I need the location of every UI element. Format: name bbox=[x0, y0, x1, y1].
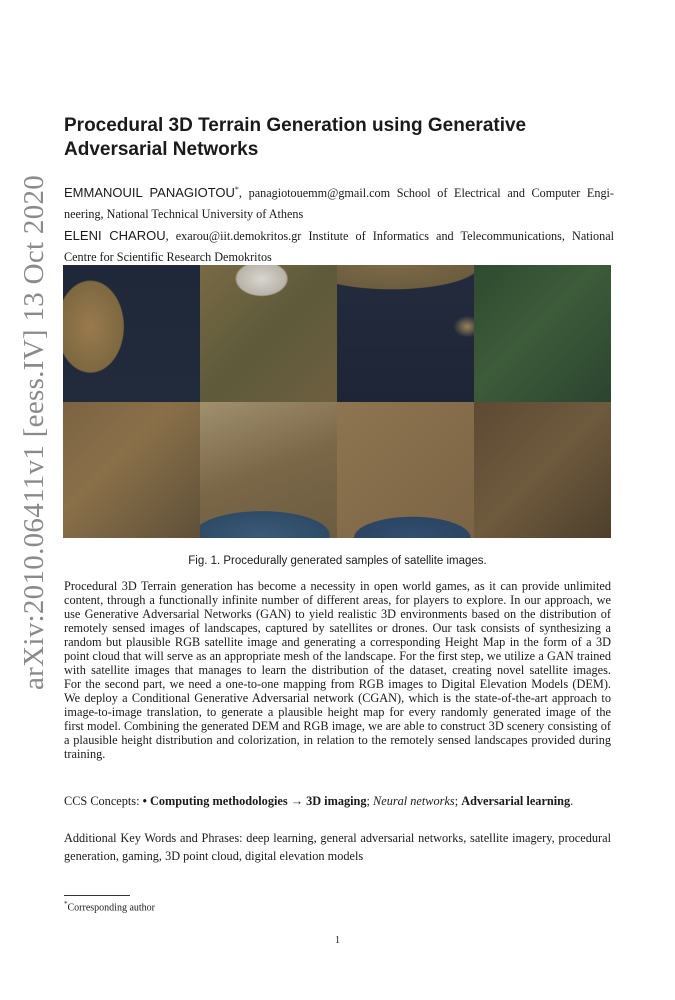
abstract-line: use Generative Adversarial Networks (GAN) to yield realistic 3D environments based on the distribution of bbox=[64, 607, 611, 621]
author-2-line-2: Centre for Scientific Research Demokritos bbox=[64, 250, 272, 265]
ccs-end: . bbox=[570, 794, 574, 808]
footnote-text: Corresponding author bbox=[67, 902, 155, 914]
arxiv-stamp: arXiv:2010.06411v1 [eess.IV] 13 Oct 2020 bbox=[18, 174, 50, 690]
author-affiliation: , exarou@iit.demokritos.gr Institute of Informatics and Telecommunications, National bbox=[165, 229, 614, 244]
ccs-label: CCS Concepts: bbox=[64, 794, 143, 808]
satellite-image bbox=[63, 265, 200, 402]
satellite-image bbox=[200, 265, 337, 402]
author-affiliation: , panagiotouemm@gmail.com School of Electrical and Computer Engi- bbox=[238, 186, 614, 201]
abstract bbox=[64, 579, 611, 761]
satellite-image bbox=[337, 402, 474, 539]
abstract-line: We deploy a Conditional Generative Adversarial network (CGAN), which is the state-of-the-art approach to bbox=[64, 691, 611, 705]
author-1-line-2: neering, National Technical University of Athens bbox=[64, 207, 304, 222]
page-number: 1 bbox=[334, 935, 341, 946]
satellite-image bbox=[337, 265, 474, 402]
keywords-line: generation, gaming, 3D point cloud, digital elevation models bbox=[64, 849, 364, 863]
author-name: EMMANOUIL PANAGIOTOU bbox=[64, 185, 235, 201]
figure-satellite-samples bbox=[63, 265, 611, 538]
satellite-image bbox=[474, 402, 611, 539]
author-block bbox=[64, 179, 614, 268]
ccs-bullet: • bbox=[142, 794, 150, 808]
abstract-line: For the second part, we need a one-to-one mapping from RGB images to Digital Elevation Models (DEM). bbox=[64, 677, 611, 691]
title-line: Adversarial Networks bbox=[64, 139, 259, 160]
footnote-marker: * bbox=[234, 185, 239, 194]
abstract-line: with satellite images that manages to learn the distribution of the dataset, creating novel satellite images. bbox=[64, 663, 611, 677]
abstract-line: Procedural 3D Terrain generation has become a necessity in open world games, as it can provide unlimited bbox=[64, 579, 611, 593]
author-1-line-1 bbox=[64, 179, 614, 204]
footnote-marker: * bbox=[64, 900, 68, 908]
abstract-line: point cloud that will serve as an appropriate mesh of the landscape. For the first step, we utilize a GAN trained bbox=[64, 649, 611, 663]
footnote-rule bbox=[64, 895, 130, 896]
satellite-image bbox=[63, 402, 200, 539]
satellite-image bbox=[474, 265, 611, 402]
paper-title bbox=[64, 114, 624, 162]
figure-caption: Fig. 1. Procedurally generated samples of satellite images. bbox=[188, 555, 487, 567]
keywords bbox=[64, 829, 611, 865]
ccs-separator: ; bbox=[366, 794, 374, 808]
ccs-concept: Neural networks bbox=[373, 794, 455, 808]
abstract-line: image-to-image translation, to generate a plausible height map for every randomly generated image of the bbox=[64, 705, 611, 719]
satellite-image bbox=[200, 402, 337, 539]
ccs-separator: ; bbox=[454, 794, 462, 808]
keywords-line: Additional Key Words and Phrases: deep learning, general adversarial networks, satellite imagery, procedural bbox=[64, 831, 611, 845]
abstract-line: remotely sensed images of landscapes, captured by satellites or drones. Our task consists of synthesizing a bbox=[64, 621, 611, 635]
footnote bbox=[64, 900, 155, 913]
abstract-line: first model. Combining the generated DEM and RGB image, we are able to construct 3D scenery consisting of bbox=[64, 719, 611, 733]
abstract-line: random but plausible RGB satellite image and generating a corresponding Height Map in the form of a 3D bbox=[64, 635, 611, 649]
abstract-line: training. bbox=[64, 747, 106, 761]
author-2-line-1 bbox=[64, 225, 614, 247]
abstract-line: a plausible height distribution and colorization, in relation to the remotely sensed landscapes provided during bbox=[64, 733, 611, 747]
author-name: ELENI CHAROU bbox=[64, 228, 166, 244]
ccs-concepts bbox=[64, 794, 573, 809]
ccs-concept: Computing methodologies → 3D imaging bbox=[149, 794, 367, 808]
title-line: Procedural 3D Terrain Generation using Generative bbox=[64, 115, 527, 136]
abstract-line: content, through a functionally infinite number of different areas, for players to explore. In our approach, we bbox=[64, 593, 611, 607]
ccs-concept: Adversarial learning bbox=[461, 794, 571, 808]
